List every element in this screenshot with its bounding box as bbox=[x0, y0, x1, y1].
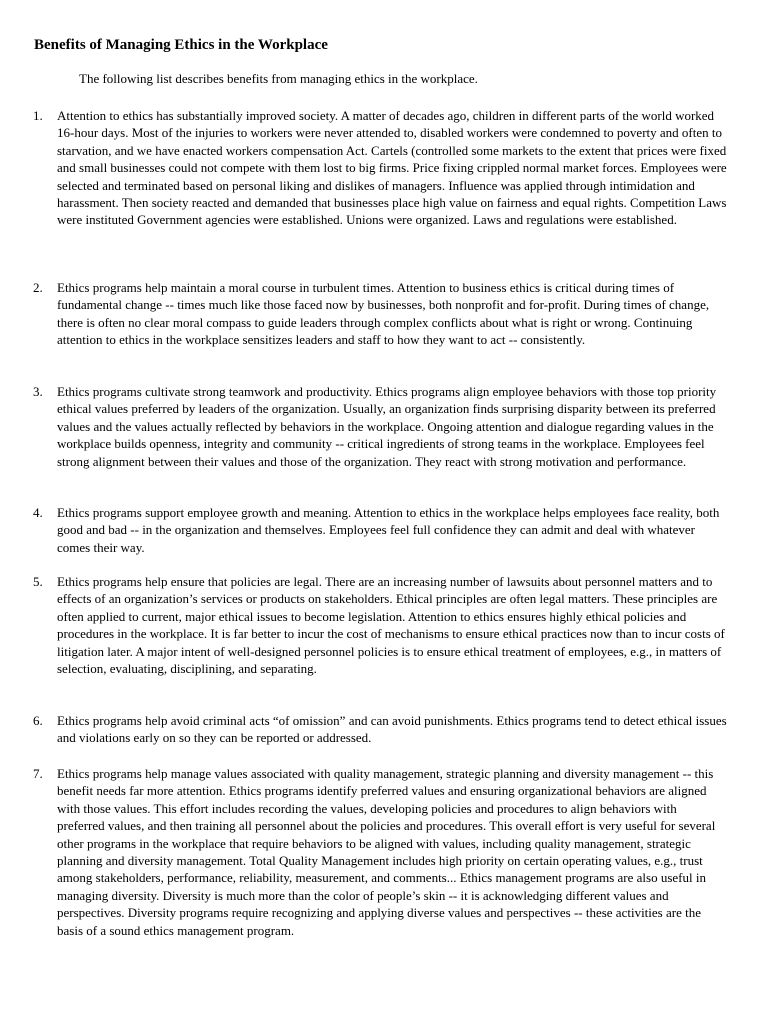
list-item-text: Ethics programs support employee growth and meaning. Attention to ethics in the workplace helps employees face reality, both good and bad -- in the organization and themselves. Employees feel full confidence they can admit and deal with whatever comes their way. bbox=[57, 505, 720, 555]
list-item-number: 2. bbox=[33, 280, 43, 295]
list-item-number: 5. bbox=[33, 574, 43, 589]
list-item-text: Attention to ethics has substantially improved society. A matter of decades ago, children in different parts of the world worked 16-hour days. Most of the injuries to workers were never attended to, disabled workers were condemned to poverty and often to starvation, and we have enacted workers compensation Act. Cartels (controlled some markets to the extent that prices were fixed and small businesses could not compete with them lost to big firms. Price fixing crippled normal market forces. Employees were selected and terminated based on personal liking and dislikes of managers. Influence was applied through intimidation and harassment. Then society reacted and demanded that businesses place high value on fairness and equal rights. Competition Laws were instituted Government agencies were established. Unions were organized. Laws and regulations were established. bbox=[57, 108, 727, 228]
list-item-number: 7. bbox=[33, 766, 43, 781]
list-item-text: Ethics programs cultivate strong teamwork and productivity. Ethics programs align employee behaviors with those top priority ethical values preferred by leaders of the organization. Usually, an organization finds surprising disparity between its preferred values and the values actually reflected by behaviors in the workplace. Ongoing attention and dialogue regarding values in the workplace builds openness, integrity and community -- critical ingredients of strong teams in the workplace. Employees feel strong alignment between their values and those of the organization. They react with strong motivation and performance. bbox=[57, 384, 717, 469]
intro-paragraph: The following list describes benefits from managing ethics in the workplace. bbox=[79, 71, 478, 86]
list-item-number: 1. bbox=[33, 108, 43, 123]
list-item-text: Ethics programs help ensure that policies are legal. There are an increasing number of lawsuits about personnel matters and to effects of an organization’s services or products on stakeholders. Ethical principles are often legal matters. These principles are often applied to current, major ethical issues to become legislation. Attention to ethics ensures highly ethical policies and procedures in the workplace. It is far better to incur the cost of mechanisms to ensure ethical practices now than to incur costs of litigation later. A major intent of well-designed personnel policies is to ensure ethical treatment of employees, e.g., in matters of selection, evaluating, disciplining, and separating. bbox=[57, 574, 725, 677]
list-item-text: Ethics programs help manage values associated with quality management, strategic planning and diversity management -- this benefit needs far more attention. Ethics programs identify preferred values and ensuring organizational behaviors are aligned with those values. This effort includes recording the values, developing policies and procedures to align behaviors with preferred values, and then training all personnel about the policies and procedures. This overall effort is very useful for several other programs in the workplace that require behaviors to be aligned with values, including quality management, strategic planning and diversity management. Total Quality Management includes high priority on certain operating values, e.g., trust among stakeholders, performance, reliability, measurement, and comments... Ethics management programs are also useful in managing diversity. Diversity is much more than the color of people’s skin -- it is acknowledging different values and perspectives. Diversity programs require recognizing and applying diverse values and perspectives -- these activities are the basis of a sound ethics management program. bbox=[57, 766, 716, 938]
document-title: Benefits of Managing Ethics in the Workplace bbox=[34, 37, 328, 53]
list-item-number: 4. bbox=[33, 505, 43, 520]
list-item-text: Ethics programs help avoid criminal acts “of omission” and can avoid punishments. Ethics programs tend to detect ethical issues and violations early on so they can be reported or addressed. bbox=[57, 713, 727, 746]
list-item-number: 3. bbox=[33, 384, 43, 399]
list-item-text: Ethics programs help maintain a moral course in turbulent times. Attention to business ethics is critical during times of fundamental change -- times much like those faced now by businesses, both nonprofit and for-profit. During times of change, there is often no clear moral compass to guide leaders through complex conflicts about what is right or wrong. Continuing attention to ethics in the workplace sensitizes leaders and staff to how they want to act -- consistently. bbox=[57, 280, 710, 348]
list-item-number: 6. bbox=[33, 713, 43, 728]
